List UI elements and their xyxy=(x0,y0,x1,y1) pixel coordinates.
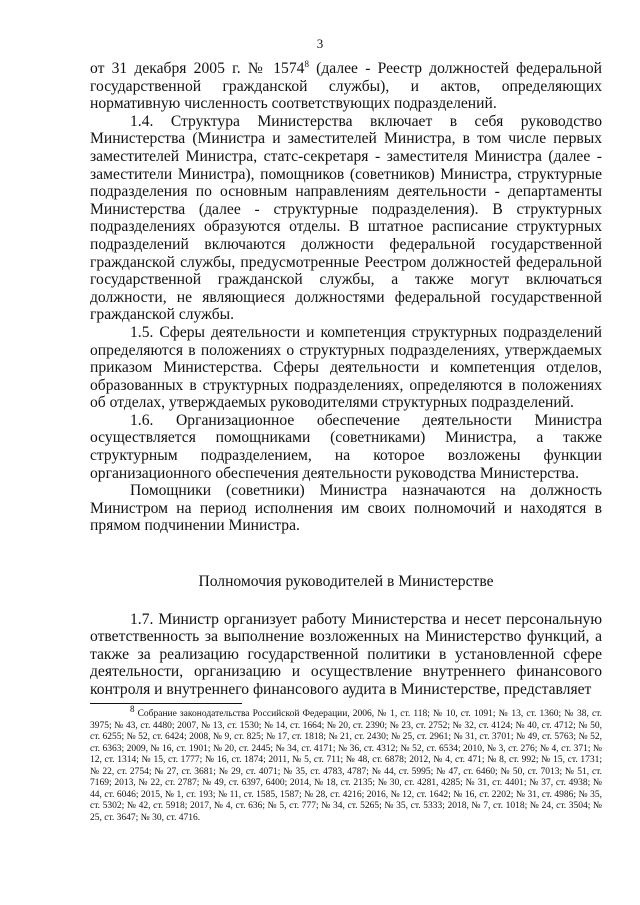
paragraph-1-7: 1.7. Министр организует работу Министерства и несет персональную ответственность за выполнение возложенных на Министерство функций, а также за реализацию государственной политики в установленной сфере деятельности, организацию и осуществление внутреннего финансового контроля и внутреннего финансового аудита в Министерстве, представляет xyxy=(90,610,602,698)
paragraph-advisors: Помощники (советники) Министра назначаются на должность Министром на период исполнения им своих полномочий и находятся в прямом подчинении Министра. xyxy=(90,482,602,535)
paragraph-1-5: 1.5. Сферы деятельности и компетенция структурных подразделений определяются в положениях о структурных подразделениях, утверждаемых приказом Министерства. Сферы деятельности и компетенция отделов, образованных в структурных подразделениях, определяются в положениях об отделах, утверждаемых руководителями структурных подразделений. xyxy=(90,323,602,412)
paragraph-continuation-rest: (далее - Реестр должностей федеральной государственной гражданской службы), и актов, определяющих нормативную численность соответствующих подразделений. xyxy=(90,60,602,113)
paragraph-1-6: 1.6. Организационное обеспечение деятельности Министра осуществляется помощниками (советниками) Министра, а также структурным подразделением, на которое возложены функции организационного обеспечения деятельности руководства Министерства. xyxy=(90,411,602,482)
footnotes xyxy=(90,703,602,824)
section-heading: Полномочия руководителей в Министерстве xyxy=(198,573,494,591)
footnote-separator xyxy=(90,703,242,704)
footnote-reference[interactable]: 8 xyxy=(304,58,309,69)
paragraph-1-4: 1.4. Структура Министерства включает в себя руководство Министерства (Министра и заместителей Министра, в том числе первых заместителей Министра, статс-секретаря - заместителя Министра (далее - заместители Министра), помощников (советников) Министра, структурные подразделения по основным направлениям деятельности - департаменты Министерства (далее - структурные подразделения). В структурных подразделениях образуются отделы. В штатное расписание структурных подразделений включаются должности федеральной государственной гражданской службы, предусмотренные Реестром должностей федеральной государственной гражданской службы, а также могут включаться должности, не являющиеся должностями федеральной государственной гражданской службы. xyxy=(90,112,602,324)
footnote-number: 8 xyxy=(130,704,135,714)
paragraph-continuation-start: от 31 декабря 2005 г. № 1574 xyxy=(90,60,305,77)
document-body xyxy=(90,60,602,699)
paragraph-continuation xyxy=(90,60,602,113)
page-number: 3 xyxy=(316,36,324,51)
footnote-8 xyxy=(90,704,602,824)
footnote-text: Собрание законодательства Российской Федерации, 2006, № 1, ст. 118; № 10, ст. 1091; № 13, ст. 1360; № 38, ст. 3975; № 43, ст. 4480; 2007, № 13, ст. 1530; № 14, ст. 1664; № 20, ст. 2390; № 23, ст. 2752; № 32, ст. 4124; № 40, ст. 4712; № 50, ст. 6255; № 52, ст. 6424; 2008, № 9, ст. 825; № 17, ст. 1818; № 21, ст. 2430; № 25, ст. 2961; № 31, ст. 3701; № 49, ст. 5763; № 52, ст. 6363; 2009, № 16, ст. 1901; № 20, ст. 2445; № 34, ст. 4171; № 36, ст. 4312; № 52, ст. 6534; 2010, № 3, ст. 276; № 4, ст. 371; № 12, ст. 1314; № 15, ст. 1777; № 16, ст. 1874; 2011, № 5, ст. 711; № 48, ст. 6878; 2012, № 4, ст. 471; № 8, ст. 992; № 15, ст. 1731; № 22, ст. 2754; № 27, ст. 3681; № 29, ст. 4071; № 35, ст. 4783, 4787; № 44, ст. 5995; № 47, ст. 6460; № 50, ст. 7013; № 51, ст. 7169; 2013, № 22, ст. 2787; № 49, ст. 6397, 6400; 2014, № 18, ст. 2135; № 30, ст. 4281, 4285; № 31, ст. 4401; № 37, ст. 4938; № 44, ст. 6046; 2015, № 1, ст. 193; № 11, ст. 1585, 1587; № 28, ст. 4216; 2016, № 12, ст. 1642; № 16, ст. 2202; № 31, ст. 4986; № 35, ст. 5302; № 42, ст. 5918; 2017, № 4, ст. 636; № 5, ст. 777; № 34, ст. 5265; № 35, ст. 5333; 2018, № 7, ст. 1018; № 24, ст. 3504; № 25, ст. 3647; № 30, ст. 4716. xyxy=(90,709,602,823)
